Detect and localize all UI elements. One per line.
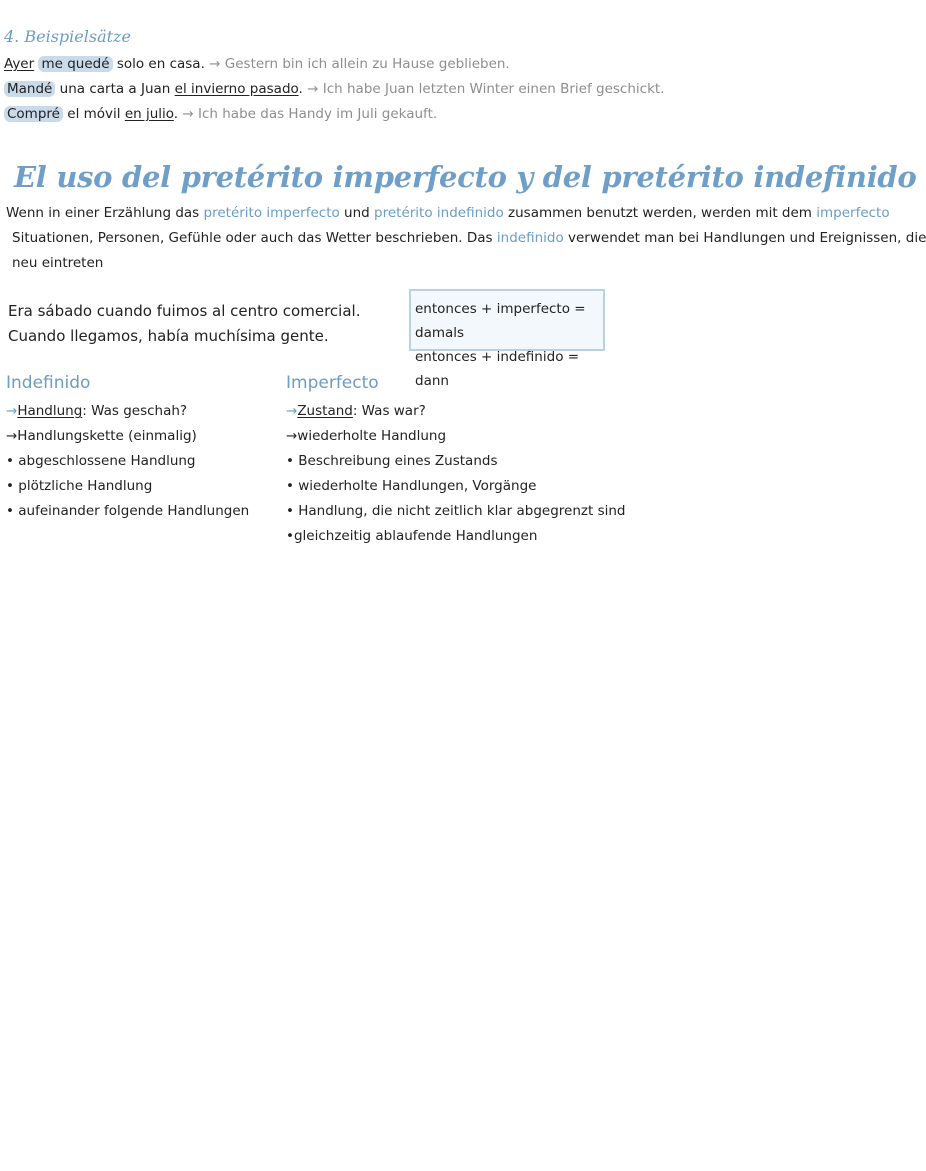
- example-sentence-3: [4, 106, 437, 122]
- indefinido-list: [6, 399, 249, 524]
- keyword-indefinido: pretérito indefinido: [374, 205, 504, 221]
- arrow-icon: →: [209, 56, 221, 72]
- intro-text: Wenn in einer Erzählung das: [6, 205, 200, 221]
- intro-text: und: [344, 205, 370, 221]
- entonces-box: [409, 289, 605, 389]
- entonces-line-2: entonces + indefinido = dann: [415, 349, 580, 389]
- item-text: : Was war?: [352, 403, 426, 419]
- time-phrase: en julio: [124, 106, 174, 122]
- sentence-text: el móvil: [67, 106, 121, 122]
- intro-text: verwendet man bei Handlungen und Ereignissen, die: [568, 230, 926, 246]
- arrow-icon: →: [6, 403, 18, 419]
- time-word: Ayer: [4, 56, 35, 72]
- period: .: [173, 106, 179, 122]
- item-text: : Was geschah?: [82, 403, 188, 419]
- translation: Ich habe Juan letzten Winter einen Brief geschickt.: [322, 81, 665, 97]
- keyword-indefinido: indefinido: [496, 230, 564, 246]
- key-term: Handlung: [17, 403, 83, 419]
- indefinido-heading: Indefinido: [6, 373, 91, 393]
- arrow-icon: →: [286, 403, 298, 419]
- list-item: • plötzliche Handlung: [6, 478, 153, 494]
- keyword-imperfecto: pretérito imperfecto: [203, 205, 340, 221]
- list-item: →wiederholte Handlung: [286, 428, 447, 444]
- verb-highlight: me quedé: [38, 56, 112, 72]
- list-item: →Handlungskette (einmalig): [6, 428, 197, 444]
- verb-highlight: Mandé: [4, 81, 55, 97]
- list-item: • aufeinander folgende Handlungen: [6, 503, 250, 519]
- list-item: • Beschreibung eines Zustands: [286, 453, 498, 469]
- entonces-line-1: entonces + imperfecto = damals: [415, 301, 586, 341]
- verb-highlight: Compré: [4, 106, 63, 122]
- intro-line-1: [6, 201, 890, 226]
- example-sentence-1: [4, 56, 510, 72]
- list-item: • abgeschlossene Handlung: [6, 453, 196, 469]
- key-term: Zustand: [297, 403, 353, 419]
- keyword-imperfecto: imperfecto: [816, 205, 890, 221]
- intro-line-2: [12, 226, 926, 251]
- period: .: [298, 81, 303, 97]
- intro-text: Situationen, Personen, Gefühle oder auch das Wetter beschrieben. Das: [12, 230, 493, 246]
- list-item: [6, 399, 249, 424]
- sentence-text: una carta a Juan: [59, 81, 171, 97]
- intro-line-3: neu eintreten: [12, 255, 104, 271]
- list-item: •gleichzeitig ablaufende Handlungen: [286, 528, 538, 544]
- section-heading: 4. Beispielsätze: [4, 27, 131, 46]
- sentence-text: solo en casa.: [116, 56, 205, 72]
- arrow-icon: →: [182, 106, 194, 122]
- page-title: El uso del pretérito imperfecto y del pretérito indefinido: [14, 160, 917, 194]
- arrow-icon: →: [307, 81, 319, 97]
- list-item: [286, 399, 625, 424]
- example-line-1: Era sábado cuando fuimos al centro comercial.: [8, 302, 361, 320]
- example-line-2: Cuando llegamos, había muchísima gente.: [8, 327, 329, 345]
- imperfecto-heading: Imperfecto: [286, 373, 379, 393]
- list-item: • wiederholte Handlungen, Vorgänge: [286, 478, 537, 494]
- list-item: • Handlung, die nicht zeitlich klar abgegrenzt sind: [286, 503, 626, 519]
- translation: Ich habe das Handy im Juli gekauft.: [198, 106, 438, 122]
- example-sentence-2: [4, 81, 664, 97]
- time-phrase: el invierno pasado: [174, 81, 299, 97]
- intro-text: zusammen benutzt werden, werden mit dem: [508, 205, 812, 221]
- imperfecto-list: [286, 399, 625, 549]
- translation: Gestern bin ich allein zu Hause geblieben.: [224, 56, 510, 72]
